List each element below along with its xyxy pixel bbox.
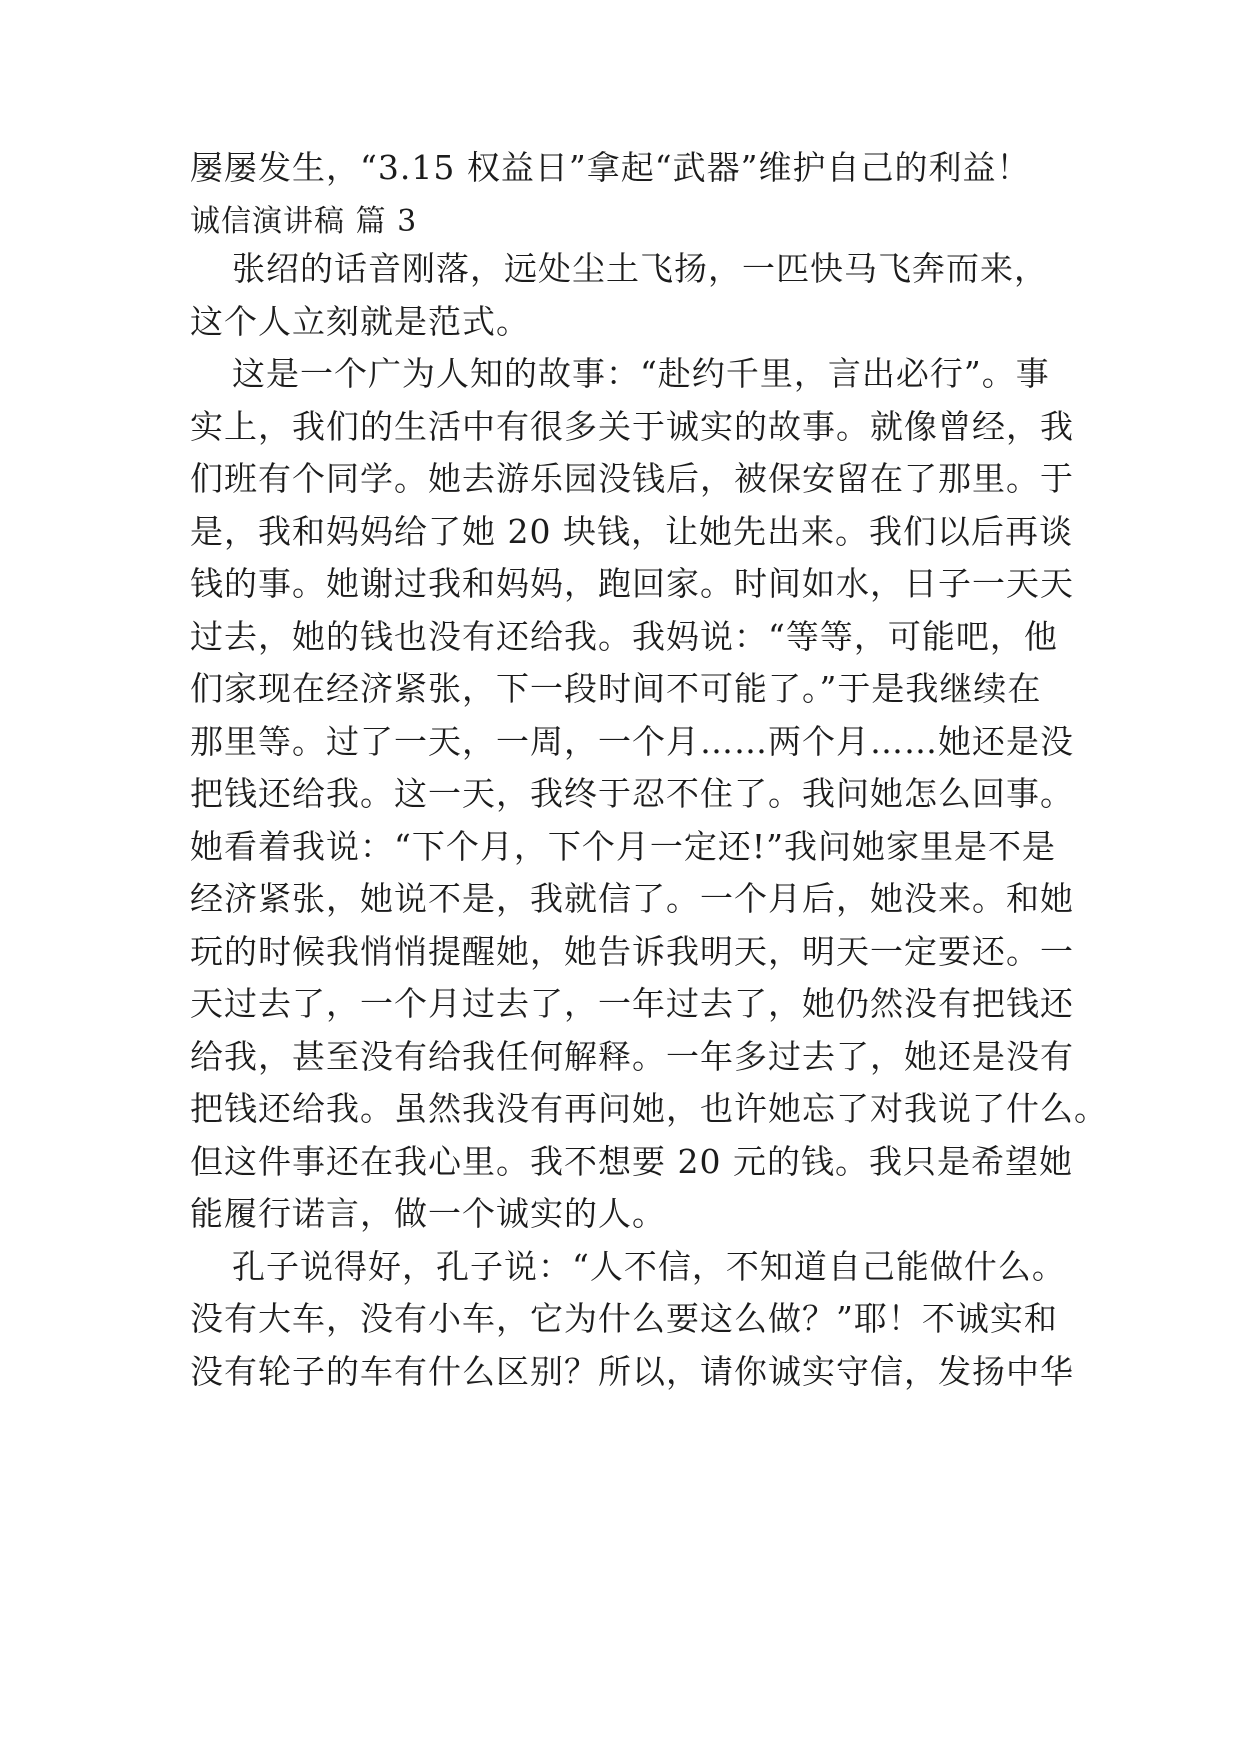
text-line: 屡屡发生，“3.15 权益日”拿起“武器”维护自己的利益！: [190, 148, 1031, 187]
text-line: 是，我和妈妈给了她 20 块钱，让她先出来。我们以后再谈: [190, 512, 1073, 551]
text-line: 给我，甚至没有给我任何解释。一年多过去了，她还是没有: [190, 1037, 1074, 1076]
paragraph-first-line: 这是一个广为人知的故事：“赴约千里，言出必行”。事: [232, 354, 1050, 393]
text-line: 钱的事。她谢过我和妈妈，跑回家。时间如水，日子一天天: [190, 564, 1074, 603]
text-line: 但这件事还在我心里。我不想要 20 元的钱。我只是希望她: [190, 1142, 1073, 1181]
text-line: 没有轮子的车有什么区别？所以，请你诚实守信，发扬中华: [190, 1352, 1074, 1391]
text-line: 能履行诺言，做一个诚实的人。: [190, 1194, 666, 1233]
section-heading: 诚信演讲稿 篇 3: [190, 204, 418, 239]
text-line: 那里等。过了一天，一周，一个月……两个月……她还是没: [190, 722, 1074, 761]
text-line: 们家现在经济紧张，下一段时间不可能了。”于是我继续在: [190, 669, 1042, 708]
text-line: 经济紧张，她说不是，我就信了。一个月后，她没来。和她: [190, 879, 1074, 918]
paragraph-first-line: 张绍的话音刚落，远处尘土飞扬，一匹快马飞奔而来，: [232, 249, 1048, 288]
paragraph-first-line: 孔子说得好，孔子说：“人不信，不知道自己能做什么。: [232, 1247, 1066, 1286]
text-line: 天过去了，一个月过去了，一年过去了，她仍然没有把钱还: [190, 984, 1074, 1023]
text-line: 这个人立刻就是范式。: [190, 302, 530, 341]
text-line: 她看着我说：“下个月，下个月一定还!”我问她家里是不是: [190, 827, 1057, 866]
text-line: 玩的时候我悄悄提醒她，她告诉我明天，明天一定要还。一: [190, 932, 1074, 971]
text-line: 没有大车，没有小车，它为什么要这么做？”耶！不诚实和: [190, 1299, 1058, 1338]
text-line: 实上，我们的生活中有很多关于诚实的故事。就像曾经，我: [190, 407, 1074, 446]
text-line: 过去，她的钱也没有还给我。我妈说：“等等，可能吧，他: [190, 617, 1058, 656]
text-line: 把钱还给我。这一天，我终于忍不住了。我问她怎么回事。: [190, 774, 1074, 813]
text-line: 们班有个同学。她去游乐园没钱后，被保安留在了那里。于: [190, 459, 1074, 498]
text-line: 把钱还给我。虽然我没有再问她，也许她忘了对我说了什么。: [190, 1089, 1108, 1128]
